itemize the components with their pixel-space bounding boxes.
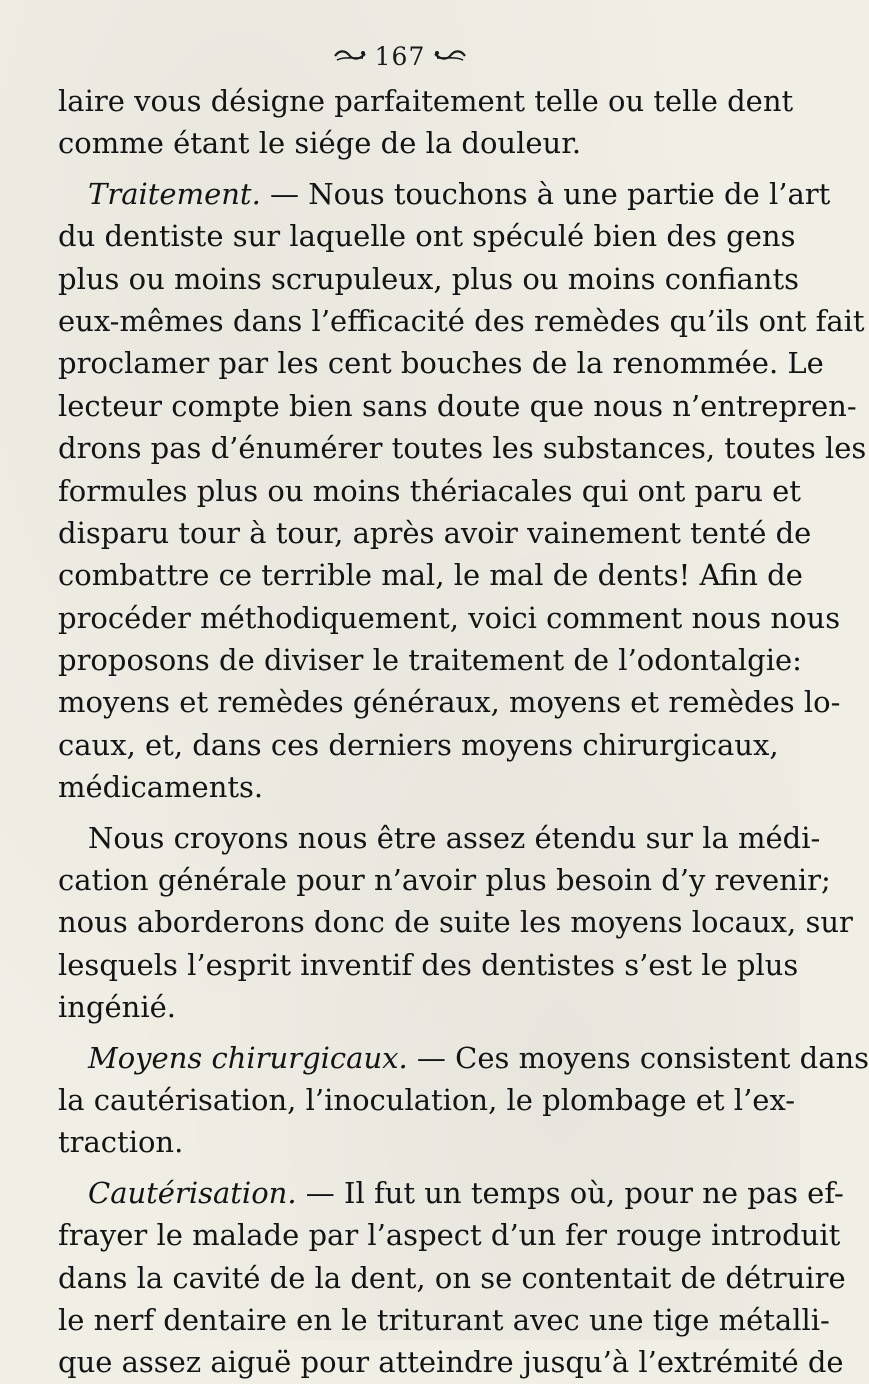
text-line xyxy=(58,639,802,681)
line-text: proclamer par les cent bouches de la renommée. Le xyxy=(58,346,824,381)
paragraph-spacer xyxy=(58,1164,748,1172)
section-heading: Moyens chirurgicaux. xyxy=(88,1040,408,1075)
text-line xyxy=(58,766,748,808)
paragraph xyxy=(58,817,853,1029)
text-line xyxy=(58,681,841,723)
text-line xyxy=(58,817,821,859)
text-line xyxy=(58,385,857,427)
text-line xyxy=(58,173,831,215)
paragraph xyxy=(58,173,867,809)
page-header xyxy=(0,36,800,76)
line-text: lecteur compte bien sans doute que nous n’entrepren- xyxy=(58,388,857,423)
line-text: Nous croyons nous être assez étendu sur la médi- xyxy=(88,820,821,855)
text-line xyxy=(58,470,801,512)
paragraph xyxy=(58,80,794,165)
text-line xyxy=(58,1341,844,1383)
line-text: formules plus ou moins thériacales qui ont paru et xyxy=(58,473,801,508)
line-text: moyens et remèdes généraux, moyens et remèdes lo- xyxy=(58,685,841,720)
text-line xyxy=(58,901,853,943)
text-line xyxy=(58,597,841,639)
line-text: procéder méthodiquement, voici comment nous nous xyxy=(58,600,841,635)
line-text: combattre ce terrible mal, le mal de dents! Afin de xyxy=(58,558,803,593)
line-text: médicaments. xyxy=(58,770,264,805)
text-line xyxy=(58,427,867,469)
line-text: drons pas d’énumérer toutes les substances, toutes les xyxy=(58,431,867,466)
paragraph-spacer xyxy=(58,1029,748,1037)
line-text: la cautérisation, l’inoculation, le plombage et l’ex- xyxy=(58,1082,796,1117)
text-line xyxy=(58,859,831,901)
line-text: proposons de diviser le traitement de l’odontalgie: xyxy=(58,643,802,678)
paragraph xyxy=(58,1037,869,1164)
paragraph-spacer xyxy=(58,809,748,817)
line-text: cation générale pour n’avoir plus besoin d’y revenir; xyxy=(58,863,831,898)
line-text: que assez aiguë pour atteindre jusqu’à l’extrémité de xyxy=(58,1345,844,1380)
text-line xyxy=(58,215,796,257)
text-line xyxy=(58,1172,844,1214)
text-line xyxy=(58,342,824,384)
text-line xyxy=(58,986,748,1028)
section-heading: Traitement. xyxy=(88,176,261,211)
text-line xyxy=(58,1037,869,1079)
text-line xyxy=(58,1257,846,1299)
text-line xyxy=(58,944,799,986)
line-text: le nerf dentaire en le triturant avec une tige métalli- xyxy=(58,1302,830,1337)
line-text: — Nous touchons à une partie de l’art xyxy=(260,176,831,211)
line-text: — Il fut un temps où, pour ne pas ef- xyxy=(296,1175,844,1210)
section-heading: Cautérisation. xyxy=(88,1175,297,1210)
text-line xyxy=(58,80,794,122)
line-text: comme étant le siége de la douleur. xyxy=(58,126,582,161)
line-text: — Ces moyens consistent dans xyxy=(407,1040,869,1075)
line-text: disparu tour à tour, après avoir vainement tenté de xyxy=(58,515,812,550)
text-line xyxy=(58,554,803,596)
line-text: laire vous désigne parfaitement telle ou telle dent xyxy=(58,84,794,118)
line-text: eux-mêmes dans l’efficacité des remèdes qu’ils ont fait xyxy=(58,303,865,338)
text-line xyxy=(58,1079,796,1121)
paragraph-spacer xyxy=(58,165,748,173)
line-text: plus ou moins scrupuleux, plus ou moins confiants xyxy=(58,261,800,296)
line-text: ingénié. xyxy=(58,990,177,1025)
line-text: du dentiste sur laquelle ont spéculé bien des gens xyxy=(58,219,796,254)
text-line xyxy=(58,724,779,766)
paragraph xyxy=(58,1172,846,1384)
line-text: caux, et, dans ces derniers moyens chirurgicaux, xyxy=(58,727,779,762)
page-number: 167 xyxy=(374,41,426,71)
text-line xyxy=(58,258,800,300)
text-line xyxy=(58,1299,830,1341)
ornament-flourish-icon xyxy=(333,48,367,64)
text-line xyxy=(58,1214,841,1256)
body-text xyxy=(58,80,869,1384)
line-text: lesquels l’esprit inventif des dentistes s’est le plus xyxy=(58,947,799,982)
text-line xyxy=(58,122,748,164)
line-text: traction. xyxy=(58,1125,184,1160)
line-text: dans la cavité de la dent, on se contentait de détruire xyxy=(58,1260,846,1295)
text-line xyxy=(58,300,865,342)
line-text: nous aborderons donc de suite les moyens locaux, sur xyxy=(58,905,853,940)
line-text: frayer le malade par l’aspect d’un fer rouge introduit xyxy=(58,1218,841,1253)
text-line xyxy=(58,512,812,554)
ornament-flourish-icon xyxy=(433,48,467,64)
text-line xyxy=(58,1121,748,1163)
